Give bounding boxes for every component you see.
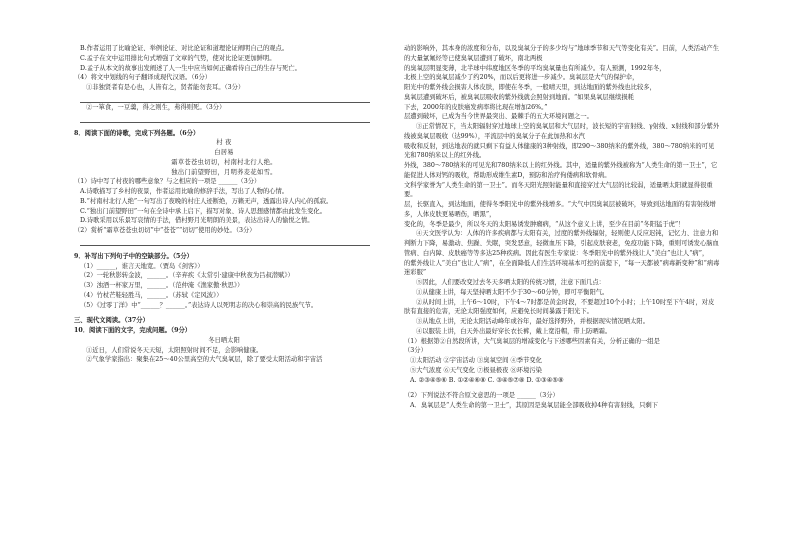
left-column — [74, 44, 374, 365]
text-line: ④天文医学认为：人体的许多疾病都与太阳有关，过度的紫外线辐射，轻则使人反应迟钝，记忆力、注意力和判断力下降，易激动、焦躁、失眠，突发恶意，轻微血压下降，引起皮肤衰老，免疫功能下降，重则可诱发心脑血管病、白内障、皮肤癌等等多达25种疾病。因此有医生专家说：冬季阳光中的紫外线让人“美白”也让人“病”， — [404, 230, 719, 257]
text-line: ⑤大气浓度 ⑥天气变化 ⑦极昼极夜 ⑧环境污染 — [410, 366, 542, 374]
text-line: ①太阳活动 ②宇宙活动 ③臭氧空间 ④季节变化 — [410, 357, 542, 364]
text-line: 霜草苍苍虫切切，村南村北行人绝。 — [171, 158, 277, 166]
text-line: （3分） — [404, 347, 427, 355]
text-line: ①近日，人们常说冬天天短，太阳照射时间不足，会影响健康。 — [86, 346, 263, 354]
text-line: （2）赏析“霜草苍苍虫切切”中“苍苍”“切切”使用的妙处。（3分） — [74, 227, 256, 234]
text-line: 下去，2000年的皮肤癌发病率将比现在增加26%。” — [404, 103, 548, 111]
text-line: 独出门前望野田，月明荞麦花如雪。 — [171, 168, 277, 176]
text-line: 9．补写出下列句子中的空缺部分。（5分） — [74, 252, 193, 260]
text-line: 的紫外线让人“美白”也让人“病”，在全面降低人们生活环境基本可控的前提下，“每一天都被“病毒新变种”和“病毒迷彩服” — [404, 259, 720, 277]
text-line: 冬日晒太阳 — [208, 336, 240, 344]
text-line: （1）诗中写了村夜的哪些意象？与之相应的一项是 ______（3分） — [74, 178, 261, 186]
text-line: ①非独贤者有是心也，人皆有之，贤者能勿丧耳。（3分） — [86, 84, 245, 91]
text-line: 8．阅读下面的诗歌，完成下列各题。（6分） — [74, 129, 200, 137]
text-line: ②从时间上讲，上午6～10时，下午4～7时都是黄金时段，不要超过10个小时；上午10时至下午4时，对皮肤有直接的危害，无论太阳强度如何，应避免长时间暴露于阳光下。 — [404, 298, 715, 316]
text-line: 文科学家誉为“人类生命的第一卫士”。而冬天阳光照射能量和直接穿过大气层的比较弱，适量晒太阳就显得很重要。 — [404, 181, 713, 199]
text-line: （1）根据第②自然段所讲，大气臭氧层的增减变化与下述哪些因素有关，分析正确的一组是 — [404, 337, 660, 345]
text-line: ②一箪食，一豆羹，得之则生，弗得则死。（3分） — [86, 103, 226, 111]
text-line: C.“独出门前望野田”一句在全诗中承上启下，描写对象、诗人思想感情都由此发生变化。 — [80, 207, 327, 215]
text-line: 层遭到破坏，已成为当今世界最突出、最棘手的五大环境问题之一。 — [404, 113, 593, 121]
answer-line — [80, 113, 370, 123]
text-line: 北极上空的臭氧层减少了约20%，而以后更将进一步减少。臭氧层是大气的保护伞， — [404, 74, 639, 82]
text-line: 吸收和反射，到达地表的就只剩下有益人体健康的3种射线，即290～380纳米的紫外线，380～780纳米的可见光和780纳米以上的红外线。 — [404, 142, 715, 160]
text-line: 10．阅读下面的文字，完成问题。（9分） — [74, 327, 192, 334]
text-line: 白居易 — [214, 149, 234, 156]
text-line: ③正常情况下，当太阳辐射穿过地球上空的臭氧层和大气层时，波长短的宇宙射线、γ射线、x射线和部分紫外线被臭氧层吸收（达99%），平流层中的臭氧分子在此加热和水汽 — [404, 123, 720, 140]
text-line: （1）______，谁言天地宽。（贾岛《剑客》） — [80, 262, 204, 270]
text-line: B.“村南村北行人绝”一句写出了夜晚的村庄人迹断绝，万籁无声，透露出诗人内心的孤寂。 — [80, 197, 333, 205]
text-line: ⑤因此，人们要改变过去冬天多晒太阳的传统习惯，注意下面几点： — [416, 279, 605, 286]
text-line: ②气象学家指出：聚集在25～40公里高空的大气臭氧层，除了要受太阳活动和宇宙活 — [86, 356, 323, 364]
text-line: B.作者运用了比喻论证、举例论证、对比论证和道理论证阐明自己的观点。 — [80, 45, 289, 52]
text-line: （5）《过零丁洋》中“______？______。”表达诗人以死明志的决心和崇高的民族气节。 — [80, 301, 318, 309]
text-line: （2）下列说法不符合原文意思的一项是 ______（3分） — [404, 392, 559, 400]
text-line: 阳光中的紫外线会损害人体皮肤，即使在冬季，一般晴天里，到达地面的紫外线也比较多， — [404, 84, 656, 91]
text-line: ①从健康上讲，每天坚持晒太阳不少于30～60分钟，即可平衡阳气。 — [416, 288, 609, 296]
text-line: 村 夜 — [216, 139, 232, 147]
answer-line — [80, 93, 370, 103]
text-line: （4）竹杖芒鞋轻胜马，______。（苏轼《定风波》） — [80, 291, 223, 299]
text-line: （4）将文中划线的句子翻译成现代汉语。（6分） — [74, 74, 212, 82]
text-line: 外线，380～780纳米的可见光和780纳米以上的红外线。其中，适量的紫外线被称为“人类生命的第一卫士”，它能促进人体对钙的吸收，帮助形成维生素D，预防和治疗佝偻病和软骨病。 — [404, 162, 718, 179]
text-line: D.孟子从本文的故事出发阐述了人一生中应当如何正确看待自己的生存与死亡。 — [80, 64, 301, 72]
text-line: D.诗歌采用以乐景写哀情的手法，借村野月光明朗的美景，表达出诗人的愉悦之情。 — [80, 217, 314, 225]
text-line: （2）一轮秋影转金波，______。（辛弃疾《太常引·建康中秋夜为吕叔潜赋》） — [80, 272, 294, 280]
text-line: 变化的，冬季是最少，所以冬天的太阳易诱发肿瘤病，“从这个意义上讲，至少在目前“冬阳猛于虎”！ — [404, 220, 685, 228]
text-line: A. ②③④⑤⑥ B. ①②④⑥⑧ C. ③④⑤⑦⑧ D. ①③④⑤⑧ — [410, 376, 564, 384]
text-line: （3）浊酒一杯家万里，______。（范仲淹《渔家傲·秋思》） — [80, 282, 244, 289]
text-line: C.孟子在文中运用排比句式增强了文章的气势，使对比论证更加鲜明。 — [80, 54, 276, 62]
text-line: A.诗歌描写了乡村的夜景，作者运用比喻的修辞手法，写出了人物的心情。 — [80, 188, 289, 195]
text-line: 的臭氧层明显变薄，北半球中纬度地区冬季的平均臭氧量也有所减少。有人预测，1992年冬， — [404, 64, 666, 72]
answer-line — [80, 236, 370, 246]
text-line: ④以服装上讲，白天外出最好穿长衣长裤，戴上宽沿帽，带上防晒霜。 — [416, 327, 612, 335]
text-line: 三、现代文阅读。（37分） — [74, 317, 149, 325]
text-line: 层，长驱直入，到达地面，使得冬季阳光中的紫外线增多。“大气中因臭氧层被破坏，导致到达地面的有害射线增多，人体皮肤更易晒伤，晒黑”， — [404, 201, 716, 218]
text-line: ③从地点上讲，无论太阳活动峰年或谷年，最好选择野外，并根据现实情况晒太阳。 — [416, 318, 649, 325]
text-line: 动的影响外，其本身的浓度和分布，以及臭氧分子的多少均与“地球季节和天气等变化有关”。目前，人类活动产生的大量氯氟烃等已使臭氧层遭到了破坏，南北两极 — [404, 45, 719, 62]
text-line: A．臭氧层是“人类生命的第一卫士”，其原因是臭氧层能全部吸收掉4种有害射线，只剩下 — [410, 402, 658, 409]
right-column — [404, 44, 720, 411]
text-line: 臭氧层遭到破坏后，被臭氧层吸收的紫外线就会照射到地面。“如果臭氧层继续损耗 — [404, 93, 634, 101]
